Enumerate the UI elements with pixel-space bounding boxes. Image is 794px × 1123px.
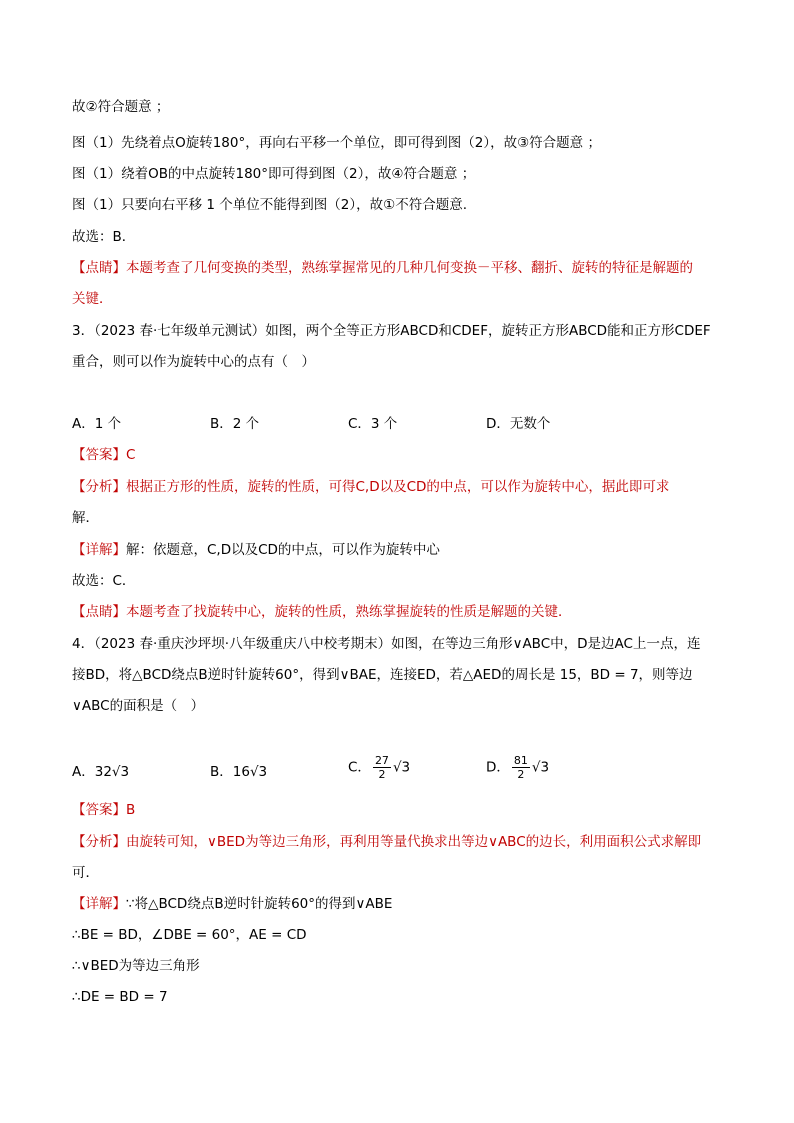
detail-text: ∵将△BCD绕点B逆时针旋转60°的得到∨ABE (126, 896, 393, 912)
remark-text: 本题考查了几何变换的类型，熟练掌握常见的几种几何变换－平移、翻折、旋转的特征是解题的 (126, 260, 693, 276)
remark-line (72, 259, 693, 277)
detail-line: ∴DE = BD = 7 (72, 989, 168, 1005)
option-c: C． $\frac{27}{2}$ √3 (348, 754, 411, 781)
text-line: 故②符合题意 ； (72, 99, 170, 115)
text-line: 图（1）绕着OB的中点旋转180°即可得到图（2），故④符合题意 ； (72, 166, 476, 182)
text-line: 图（1）只要向右平移 1 个单位不能得到图（2），故①不符合题意. (72, 197, 467, 213)
detail-line (72, 541, 440, 559)
detail-line (72, 895, 392, 913)
analysis-line (72, 833, 701, 851)
remark-line (72, 603, 572, 621)
analysis-text: 根据正方形的性质，旋转的性质，可得C,D以及CD的中点，可以作为旋转中心，据此即可求 (126, 479, 670, 495)
answer-line (72, 801, 135, 819)
option-a: A．32√3 (72, 764, 130, 780)
question-3-line: 重合，则可以作为旋转中心的点有（ ） (72, 354, 315, 370)
remark-tag: 【点睛】 (72, 260, 126, 276)
option-b: B．16√3 (210, 764, 268, 780)
analysis-line: 解． (72, 510, 99, 526)
question-4-line: 接BD，将△BCD绕点B逆时针旋转60°，得到∨BAE，连接ED，若△AED的周长是 15，BD = 7，则等边 (72, 667, 693, 683)
remark-text: 本题考查了找旋转中心，旋转的性质，熟练掌握旋转的性质是解题的关键． (126, 604, 572, 620)
option-d: D． $\frac{81}{2}$ √3 (486, 754, 550, 781)
detail-line: ∴∨BED为等边三角形 (72, 958, 200, 974)
text-line: 图（1）先绕着点O旋转180°，再向右平移一个单位，即可得到图（2），故③符合题意 ； (72, 135, 601, 151)
answer-value: C (126, 447, 136, 463)
question-4-line: 4．（2023 春·重庆沙坪坝·八年级重庆八中校考期末）如图，在等边三角形∨ABC中，D是边AC上一点，连 (72, 636, 701, 652)
analysis-line: 可． (72, 865, 99, 881)
answer-tag: 【答案】 (72, 447, 126, 463)
detail-text: 解：依题意，C,D以及CD的中点，可以作为旋转中心 (126, 542, 440, 558)
answer-line (72, 446, 135, 464)
remark-tag: 【点睛】 (72, 604, 126, 620)
answer-tag: 【答案】 (72, 802, 126, 818)
answer-value: B (126, 802, 136, 818)
option-b: B．2 个 (210, 416, 260, 432)
fraction: $\frac{27}{2}$ (374, 754, 389, 781)
analysis-text: 由旋转可知，∨BED为等边三角形，再利用等量代换求出等边∨ABC的边长，利用面积公式求解即 (126, 834, 702, 850)
question-3-line: 3．（2023 春·七年级单元测试）如图，两个全等正方形ABCD和CDEF，旋转正方形ABCD能和正方形CDEF (72, 323, 711, 339)
detail-tag: 【详解】 (72, 896, 126, 912)
text-line: 故选：B． (72, 229, 136, 245)
detail-line: ∴BE = BD，∠DBE = 60°，AE = CD (72, 927, 307, 943)
analysis-line (72, 478, 669, 496)
remark-line: 关键． (72, 291, 113, 307)
option-d: D．无数个 (486, 416, 551, 432)
detail-tag: 【详解】 (72, 542, 126, 558)
fraction: $\frac{81}{2}$ (513, 754, 528, 781)
analysis-tag: 【分析】 (72, 834, 126, 850)
option-c: C．3 个 (348, 416, 398, 432)
question-4-line: ∨ABC的面积是（ ） (72, 698, 205, 714)
analysis-tag: 【分析】 (72, 479, 126, 495)
select-line: 故选：C． (72, 573, 136, 589)
option-a: A．1 个 (72, 416, 122, 432)
